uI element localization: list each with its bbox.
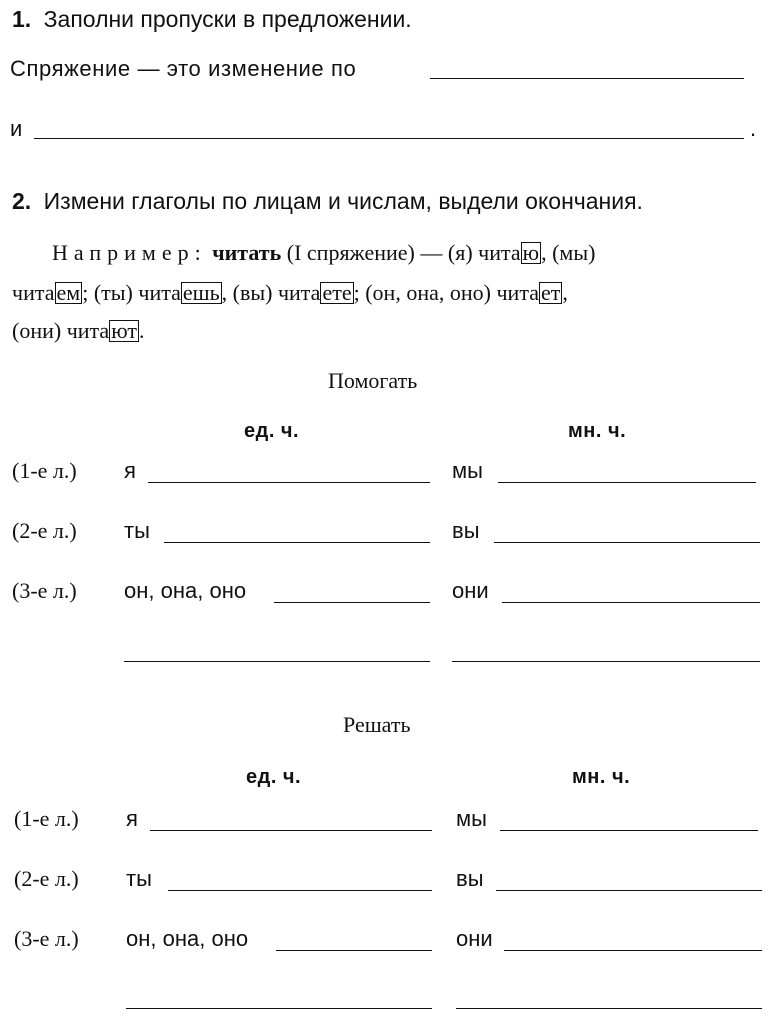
- answer-line[interactable]: [124, 661, 430, 662]
- example-line-1: Например: читать (I спряжение) — (я) читаю, (мы): [52, 240, 596, 265]
- task-1-heading: [12, 6, 412, 33]
- column-header-singular: ед. ч.: [244, 420, 300, 442]
- person-label: (3-е л.): [12, 578, 77, 603]
- pronoun-singular: ты: [126, 866, 152, 891]
- person-label: (2-е л.): [14, 866, 79, 891]
- task-1-number: 1.: [12, 6, 32, 32]
- verb-title: Помогать: [328, 368, 418, 393]
- example-pronoun: (он, она, оно): [365, 280, 491, 305]
- task-2-instruction: Измени глаголы по лицам и числам, выдели окончания.: [43, 188, 643, 214]
- pronoun-singular: я: [124, 458, 136, 483]
- column-header-plural: мн. ч.: [572, 766, 631, 788]
- pronoun-singular: он, она, оно: [124, 578, 247, 603]
- blank-line-2[interactable]: [34, 138, 744, 139]
- example-pronoun: (я): [447, 240, 473, 265]
- pronoun-plural: вы: [452, 518, 480, 543]
- example-verb: читать: [212, 240, 282, 265]
- task-1-sentence-start: Спряжение — это изменение по: [10, 56, 357, 81]
- example-stem: чита: [66, 318, 110, 343]
- example-ending: ете: [322, 280, 352, 305]
- pronoun-plural: мы: [456, 806, 487, 831]
- example-conjugation-note: (I спряжение) —: [286, 240, 443, 265]
- task-1-instruction: Заполни пропуски в предложении.: [43, 6, 412, 32]
- person-label: (2-е л.): [12, 518, 77, 543]
- example-line-3: (они) читают.: [12, 318, 145, 343]
- column-header-plural: мн. ч.: [568, 420, 627, 442]
- pronoun-plural: они: [452, 578, 489, 603]
- task-1-conjunction: и: [10, 116, 23, 141]
- answer-line[interactable]: [504, 950, 762, 951]
- pronoun-plural: мы: [452, 458, 483, 483]
- person-label: (3-е л.): [14, 926, 79, 951]
- answer-line[interactable]: [496, 890, 762, 891]
- task-2-number: 2.: [12, 188, 32, 214]
- example-pronoun: (ты): [93, 280, 133, 305]
- answer-line[interactable]: [150, 830, 432, 831]
- answer-line[interactable]: [148, 482, 430, 483]
- pronoun-singular: он, она, оно: [126, 926, 249, 951]
- column-header-singular: ед. ч.: [246, 766, 302, 788]
- pronoun-plural: вы: [456, 866, 484, 891]
- example-stem: чита: [138, 280, 181, 305]
- blank-line-1[interactable]: [430, 78, 744, 79]
- answer-line[interactable]: [502, 602, 760, 603]
- task-1-end-punct: .: [750, 116, 757, 141]
- answer-line[interactable]: [126, 1008, 432, 1009]
- example-pronoun: (они): [12, 318, 62, 343]
- example-ending: ешь: [182, 280, 220, 305]
- example-stem: чита: [12, 280, 55, 305]
- example-pronoun: (вы): [232, 280, 273, 305]
- answer-line[interactable]: [498, 482, 756, 483]
- person-label: (1-е л.): [12, 458, 77, 483]
- example-lead: Например:: [52, 240, 207, 265]
- example-ending: ют: [111, 318, 137, 343]
- example-ending: ю: [522, 240, 540, 265]
- answer-line[interactable]: [452, 661, 760, 662]
- example-line-2: читаем; (ты) читаешь, (вы) читаете; (он, она, оно) читает,: [12, 280, 568, 305]
- example-stem: чита: [277, 280, 321, 305]
- person-label: (1-е л.): [14, 806, 79, 831]
- example-stem: чита: [478, 240, 521, 265]
- answer-line[interactable]: [456, 1008, 762, 1009]
- answer-line[interactable]: [274, 602, 430, 603]
- answer-line[interactable]: [276, 950, 432, 951]
- task-2-heading: [12, 188, 643, 215]
- answer-line[interactable]: [494, 542, 760, 543]
- answer-line[interactable]: [500, 830, 758, 831]
- example-stem: чита: [496, 280, 539, 305]
- example-pronoun: (мы): [552, 240, 596, 265]
- pronoun-singular: ты: [124, 518, 150, 543]
- example-ending: ет: [540, 280, 561, 305]
- pronoun-plural: они: [456, 926, 493, 951]
- pronoun-singular: я: [126, 806, 138, 831]
- example-ending: ем: [56, 280, 81, 305]
- answer-line[interactable]: [168, 890, 432, 891]
- answer-line[interactable]: [164, 542, 430, 543]
- verb-title: Решать: [343, 712, 411, 737]
